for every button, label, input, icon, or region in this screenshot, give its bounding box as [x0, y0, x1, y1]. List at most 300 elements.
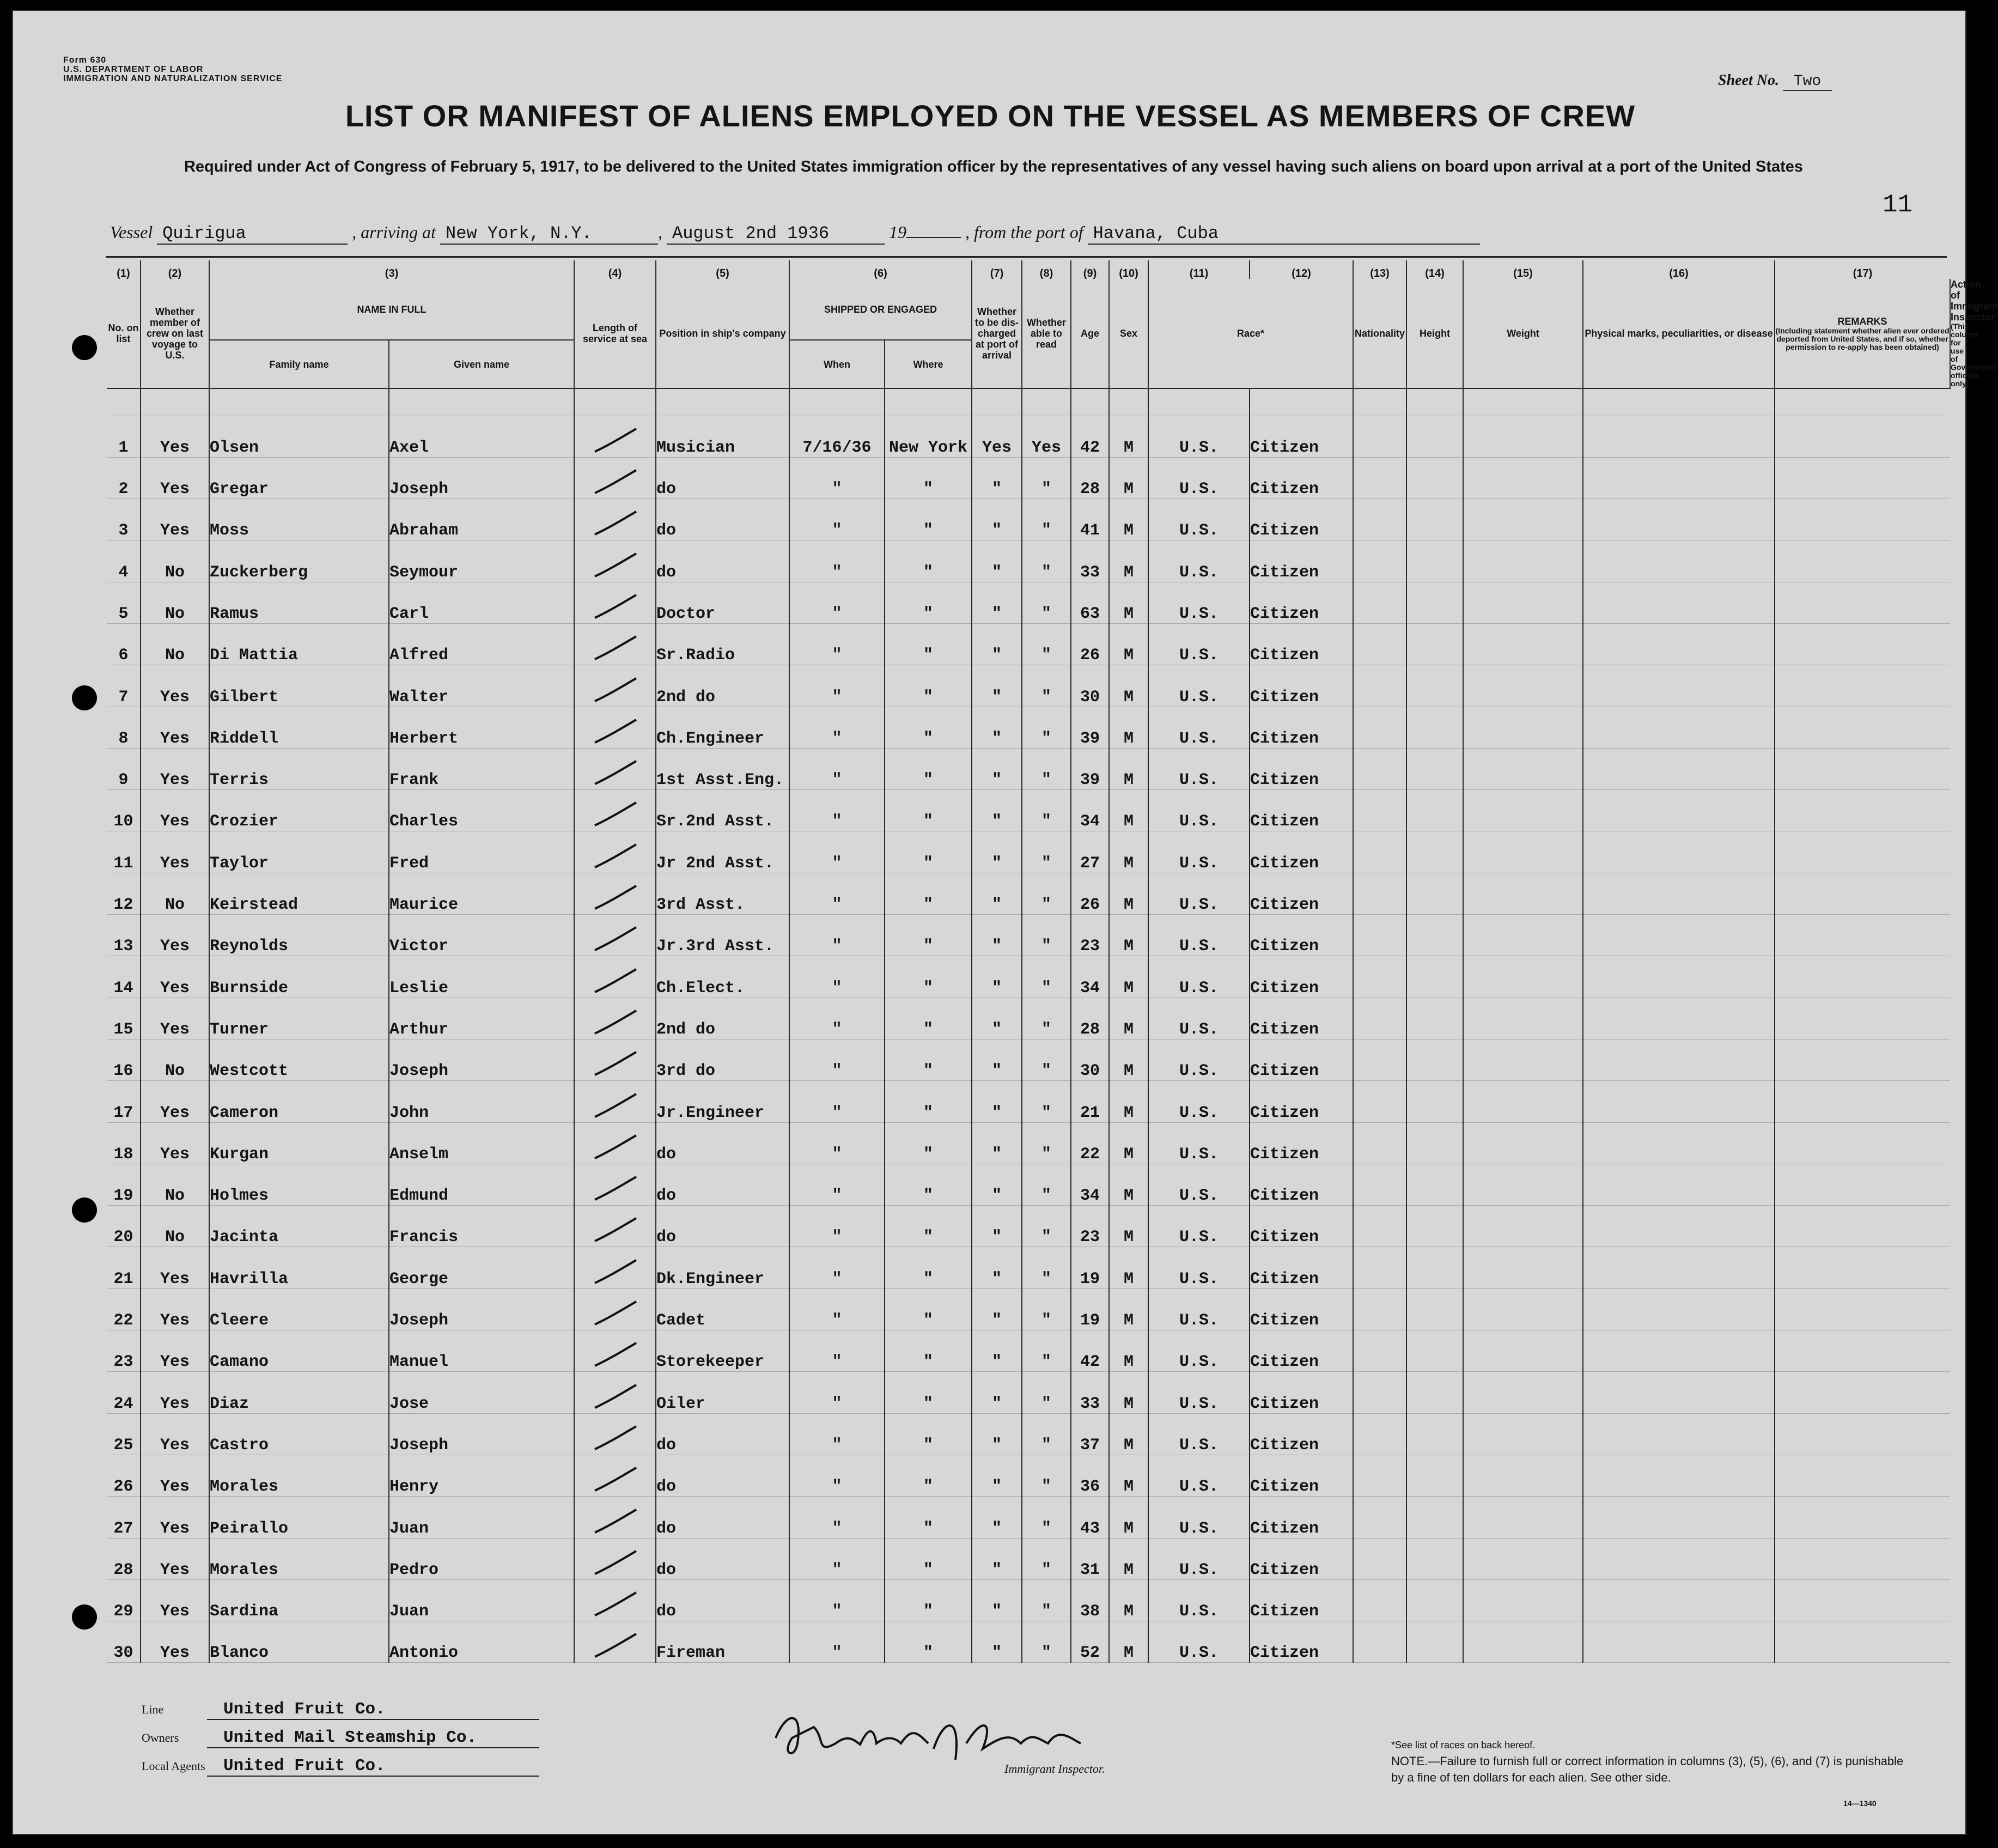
table-row [107, 748, 1950, 789]
cell-nationality: Citizen [1250, 790, 1353, 831]
cell-shipped-when: " [789, 707, 885, 748]
cell-row-number: 1 [107, 416, 141, 457]
cell-weight [1406, 1122, 1463, 1164]
inspector-label: Immigrant Inspector. [1004, 1762, 1105, 1776]
cell-length-of-service [574, 790, 656, 831]
cell-inspector-action [1775, 1081, 1950, 1122]
cell-shipped-when: " [789, 457, 885, 499]
cell-nationality: Citizen [1250, 457, 1353, 499]
cell-row-number: 12 [107, 873, 141, 914]
cell-shipped-where: " [885, 1372, 972, 1413]
cell-discharged: " [972, 623, 1022, 665]
cell-able-to-read: " [1022, 1621, 1071, 1663]
year-label: 19 [888, 222, 906, 242]
tick-slash-mark [590, 1048, 639, 1080]
cell-weight [1406, 665, 1463, 707]
cell-height [1353, 790, 1406, 831]
cell-weight [1406, 748, 1463, 789]
cell-length-of-service [574, 956, 656, 998]
header-when: When [789, 340, 885, 388]
cell-weight [1406, 457, 1463, 499]
page-number: 11 [1883, 191, 1913, 219]
cell-shipped-when: " [789, 956, 885, 998]
cell-length-of-service [574, 707, 656, 748]
cell-height [1353, 873, 1406, 914]
cell-inspector-action [1775, 540, 1950, 582]
cell-member-last-voyage: No [141, 1206, 209, 1247]
signature-text: Herbert J. Conley [765, 1705, 769, 1706]
cell-sex: M [1109, 748, 1148, 789]
cell-shipped-where: " [885, 1039, 972, 1080]
tick-slash-mark [590, 1214, 639, 1247]
cell-sex: M [1109, 1122, 1148, 1164]
cell-remarks [1583, 540, 1775, 582]
cell-weight [1406, 1330, 1463, 1372]
cell-shipped-when: " [789, 1164, 885, 1205]
cell-height [1353, 1413, 1406, 1455]
header-row: No. on list Whether member of crew on last voyage to U.S. NAME IN FULL Length of service at sea Position in ship's company SHIPPED OR ENGAGED Whether to be dis-charged at port of arrival Whether able to read Age Sex Race* Nationality Height Weight Physical marks, peculiarities, or disease REMARKS (Including statement whether alien ever ordered deported from United States, and if so, whether permission to re-apply has been obtained) Action of Immigrant Inspector (This column for use of Government officials only) [107, 279, 1950, 340]
cell-sex: M [1109, 1455, 1148, 1496]
cell-member-last-voyage: Yes [141, 1621, 209, 1663]
cell-row-number: 30 [107, 1621, 141, 1663]
cell-race: U.S. [1148, 707, 1250, 748]
cell-race: U.S. [1148, 748, 1250, 789]
tick-slash-mark [590, 965, 639, 998]
cell-physical-marks [1463, 499, 1583, 540]
cell-physical-marks [1463, 416, 1583, 457]
cell-able-to-read: " [1022, 956, 1071, 998]
tick-slash-mark [590, 466, 639, 499]
cell-shipped-where: New York [885, 416, 972, 457]
cell-height [1353, 1372, 1406, 1413]
cell-given-name: Victor [389, 915, 574, 956]
table-row [107, 1579, 1950, 1621]
cell-family-name: Olsen [209, 416, 389, 457]
table-row [107, 1122, 1950, 1164]
cell-shipped-when: " [789, 540, 885, 582]
cell-position: do [656, 1579, 789, 1621]
header-where: Where [885, 340, 972, 388]
cell-discharged: " [972, 1164, 1022, 1205]
cell-weight [1406, 1455, 1463, 1496]
cell-row-number: 28 [107, 1538, 141, 1579]
cell-race: U.S. [1148, 1497, 1250, 1538]
cell-position: 1st Asst.Eng. [656, 748, 789, 789]
cell-remarks [1583, 1372, 1775, 1413]
header-height: Height [1406, 279, 1463, 388]
header-discharged: Whether to be dis-charged at port of arrival [972, 279, 1022, 388]
cell-height [1353, 416, 1406, 457]
cell-row-number: 29 [107, 1579, 141, 1621]
cell-member-last-voyage: Yes [141, 665, 209, 707]
header-rule [106, 256, 1947, 258]
cell-sex: M [1109, 1081, 1148, 1122]
cell-weight [1406, 831, 1463, 873]
cell-remarks [1583, 1579, 1775, 1621]
cell-height [1353, 748, 1406, 789]
cell-able-to-read: Yes [1022, 416, 1071, 457]
table-row [107, 956, 1950, 998]
cell-race: U.S. [1148, 956, 1250, 998]
cell-height [1353, 540, 1406, 582]
cell-remarks [1583, 457, 1775, 499]
page-title: LIST OR MANIFEST OF ALIENS EMPLOYED ON THE VESSEL AS MEMBERS OF CREW [345, 99, 1636, 133]
cell-physical-marks [1463, 1621, 1583, 1663]
colnum: (2) [141, 260, 209, 279]
tick-slash-mark [590, 424, 639, 457]
cell-discharged: " [972, 748, 1022, 789]
vessel-info: Vessel Quirigua , arriving at New York, N.Y. , August 2nd 1936 19 , from the port of Havana, Cuba [110, 222, 1788, 245]
cell-weight [1406, 1247, 1463, 1288]
cell-member-last-voyage: Yes [141, 1413, 209, 1455]
colnum: (4) [574, 260, 656, 279]
table-row [107, 1455, 1950, 1496]
cell-remarks [1583, 1039, 1775, 1080]
cell-sex: M [1109, 1164, 1148, 1205]
cell-age: 19 [1071, 1288, 1109, 1330]
cell-shipped-when: " [789, 1372, 885, 1413]
cell-physical-marks [1463, 1538, 1583, 1579]
cell-age: 34 [1071, 1164, 1109, 1205]
tick-slash-mark [590, 1172, 639, 1205]
cell-discharged: " [972, 998, 1022, 1039]
cell-age: 36 [1071, 1455, 1109, 1496]
cell-age: 43 [1071, 1497, 1109, 1538]
cell-length-of-service [574, 831, 656, 873]
cell-weight [1406, 1621, 1463, 1663]
crew-table-body [107, 388, 1950, 1663]
table-row [107, 1164, 1950, 1205]
cell-age: 39 [1071, 707, 1109, 748]
cell-sex: M [1109, 457, 1148, 499]
cell-length-of-service [574, 1247, 656, 1288]
cell-race: U.S. [1148, 416, 1250, 457]
cell-nationality: Citizen [1250, 1621, 1353, 1663]
cell-family-name: Kurgan [209, 1122, 389, 1164]
cell-physical-marks [1463, 1288, 1583, 1330]
cell-given-name: Jose [389, 1372, 574, 1413]
cell-age: 28 [1071, 998, 1109, 1039]
table-row [107, 623, 1950, 665]
cell-shipped-when: " [789, 1621, 885, 1663]
cell-inspector-action [1775, 1455, 1950, 1496]
arriving-label: , arriving at [352, 222, 436, 242]
cell-nationality: Citizen [1250, 1330, 1353, 1372]
cell-position: Ch.Elect. [656, 956, 789, 998]
cell-weight [1406, 1081, 1463, 1122]
cell-position: Jr.Engineer [656, 1081, 789, 1122]
cell-member-last-voyage: Yes [141, 1247, 209, 1288]
cell-shipped-where: " [885, 707, 972, 748]
cell-given-name: George [389, 1247, 574, 1288]
cell-race: U.S. [1148, 1122, 1250, 1164]
cell-row-number: 13 [107, 915, 141, 956]
cell-physical-marks [1463, 915, 1583, 956]
cell-member-last-voyage: No [141, 873, 209, 914]
cell-nationality: Citizen [1250, 1455, 1353, 1496]
cell-height [1353, 1164, 1406, 1205]
cell-position: do [656, 499, 789, 540]
cell-shipped-where: " [885, 457, 972, 499]
cell-length-of-service [574, 1455, 656, 1496]
cell-weight [1406, 1372, 1463, 1413]
cell-inspector-action [1775, 457, 1950, 499]
cell-shipped-where: " [885, 1455, 972, 1496]
cell-length-of-service [574, 1206, 656, 1247]
cell-length-of-service [574, 1621, 656, 1663]
cell-family-name: Taylor [209, 831, 389, 873]
cell-inspector-action [1775, 1497, 1950, 1538]
cell-age: 26 [1071, 623, 1109, 665]
cell-able-to-read: " [1022, 915, 1071, 956]
cell-inspector-action [1775, 790, 1950, 831]
cell-sex: M [1109, 1330, 1148, 1372]
cell-position: Fireman [656, 1621, 789, 1663]
cell-shipped-where: " [885, 1288, 972, 1330]
cell-row-number: 23 [107, 1330, 141, 1372]
cell-position: Oiler [656, 1372, 789, 1413]
cell-able-to-read: " [1022, 707, 1071, 748]
cell-family-name: Castro [209, 1413, 389, 1455]
agents-label: Local Agents [142, 1759, 205, 1773]
cell-inspector-action [1775, 1288, 1950, 1330]
cell-remarks [1583, 1497, 1775, 1538]
cell-nationality: Citizen [1250, 1413, 1353, 1455]
cell-sex: M [1109, 1538, 1148, 1579]
cell-height [1353, 956, 1406, 998]
cell-row-number: 22 [107, 1288, 141, 1330]
cell-row-number: 10 [107, 790, 141, 831]
table-row [107, 582, 1950, 623]
column-number-row [107, 260, 1950, 279]
cell-weight [1406, 499, 1463, 540]
cell-length-of-service [574, 1497, 656, 1538]
cell-member-last-voyage: Yes [141, 1288, 209, 1330]
cell-shipped-when: " [789, 623, 885, 665]
cell-race: U.S. [1148, 1081, 1250, 1122]
header-given-name: Given name [389, 340, 574, 388]
cell-row-number: 26 [107, 1455, 141, 1496]
header-physical-marks: Physical marks, peculiarities, or disease [1583, 279, 1775, 388]
colnum: (11) [1148, 260, 1250, 279]
cell-sex: M [1109, 1039, 1148, 1080]
cell-age: 31 [1071, 1538, 1109, 1579]
cell-given-name: Seymour [389, 540, 574, 582]
cell-nationality: Citizen [1250, 623, 1353, 665]
cell-height [1353, 1579, 1406, 1621]
footer-line-row [142, 1700, 539, 1720]
cell-member-last-voyage: No [141, 1164, 209, 1205]
cell-family-name: Turner [209, 998, 389, 1039]
table-row [107, 831, 1950, 873]
cell-given-name: Joseph [389, 1039, 574, 1080]
cell-shipped-when: " [789, 665, 885, 707]
cell-nationality: Citizen [1250, 998, 1353, 1039]
cell-sex: M [1109, 831, 1148, 873]
cell-length-of-service [574, 499, 656, 540]
cell-height [1353, 1039, 1406, 1080]
cell-member-last-voyage: Yes [141, 1081, 209, 1122]
cell-position: 2nd do [656, 998, 789, 1039]
cell-physical-marks [1463, 1579, 1583, 1621]
cell-physical-marks [1463, 956, 1583, 998]
cell-age: 33 [1071, 1372, 1109, 1413]
cell-member-last-voyage: Yes [141, 831, 209, 873]
cell-weight [1406, 1206, 1463, 1247]
cell-remarks [1583, 623, 1775, 665]
cell-able-to-read: " [1022, 1538, 1071, 1579]
cell-sex: M [1109, 582, 1148, 623]
cell-discharged: " [972, 956, 1022, 998]
cell-row-number: 7 [107, 665, 141, 707]
cell-physical-marks [1463, 665, 1583, 707]
cell-shipped-where: " [885, 1621, 972, 1663]
header-remarks [1775, 279, 1950, 388]
punch-hole [72, 1604, 97, 1630]
cell-member-last-voyage: Yes [141, 707, 209, 748]
cell-given-name: Charles [389, 790, 574, 831]
cell-position: Ch.Engineer [656, 707, 789, 748]
tick-slash-mark [590, 840, 639, 873]
cell-family-name: Blanco [209, 1621, 389, 1663]
line-value: United Fruit Co. [207, 1700, 539, 1720]
cell-inspector-action [1775, 1122, 1950, 1164]
table-row [107, 1621, 1950, 1663]
cell-remarks [1583, 582, 1775, 623]
cell-race: U.S. [1148, 457, 1250, 499]
cell-shipped-where: " [885, 915, 972, 956]
cell-sex: M [1109, 1621, 1148, 1663]
colnum: (6) [789, 260, 972, 279]
cell-able-to-read: " [1022, 1455, 1071, 1496]
cell-shipped-where: " [885, 1164, 972, 1205]
cell-age: 34 [1071, 956, 1109, 998]
cell-inspector-action [1775, 873, 1950, 914]
cell-nationality: Citizen [1250, 665, 1353, 707]
footer-owners-row [142, 1728, 539, 1748]
tick-slash-mark [590, 549, 639, 582]
tick-slash-mark [590, 923, 639, 956]
cell-physical-marks [1463, 1122, 1583, 1164]
cell-position: Jr 2nd Asst. [656, 831, 789, 873]
cell-remarks [1583, 1122, 1775, 1164]
cell-shipped-where: " [885, 499, 972, 540]
cell-physical-marks [1463, 1497, 1583, 1538]
cell-nationality: Citizen [1250, 956, 1353, 998]
cell-nationality: Citizen [1250, 1081, 1353, 1122]
sheet-number [1718, 72, 1832, 91]
cell-height [1353, 665, 1406, 707]
cell-shipped-where: " [885, 831, 972, 873]
cell-sex: M [1109, 499, 1148, 540]
cell-remarks [1583, 1538, 1775, 1579]
owners-value: United Mail Steamship Co. [207, 1728, 539, 1748]
cell-member-last-voyage: Yes [141, 1122, 209, 1164]
cell-nationality: Citizen [1250, 707, 1353, 748]
colnum: (9) [1071, 260, 1109, 279]
cell-inspector-action [1775, 1538, 1950, 1579]
cell-length-of-service [574, 915, 656, 956]
tick-slash-mark [590, 1131, 639, 1164]
cell-shipped-when: " [789, 1122, 885, 1164]
cell-family-name: Sardina [209, 1579, 389, 1621]
cell-remarks [1583, 915, 1775, 956]
tick-slash-mark [590, 1090, 639, 1122]
cell-position: Sr.2nd Asst. [656, 790, 789, 831]
table-row [107, 1206, 1950, 1247]
cell-shipped-when: 7/16/36 [789, 416, 885, 457]
cell-weight [1406, 582, 1463, 623]
cell-weight [1406, 1413, 1463, 1455]
cell-discharged: " [972, 1372, 1022, 1413]
cell-family-name: Morales [209, 1538, 389, 1579]
table-row [107, 1039, 1950, 1080]
cell-weight [1406, 956, 1463, 998]
cell-weight [1406, 623, 1463, 665]
cell-member-last-voyage: Yes [141, 1372, 209, 1413]
cell-family-name: Jacinta [209, 1206, 389, 1247]
cell-member-last-voyage: Yes [141, 1497, 209, 1538]
cell-race: U.S. [1148, 1288, 1250, 1330]
cell-position: Storekeeper [656, 1330, 789, 1372]
cell-position: do [656, 1455, 789, 1496]
cell-able-to-read: " [1022, 665, 1071, 707]
table-row [107, 873, 1950, 914]
colnum: (7) [972, 260, 1022, 279]
cell-family-name: Gregar [209, 457, 389, 499]
cell-race: U.S. [1148, 1247, 1250, 1288]
cell-family-name: Cameron [209, 1081, 389, 1122]
cell-shipped-where: " [885, 956, 972, 998]
header-length-service: Length of service at sea [574, 279, 656, 388]
table-row [107, 665, 1950, 707]
cell-discharged: " [972, 1081, 1022, 1122]
cell-physical-marks [1463, 707, 1583, 748]
cell-able-to-read: " [1022, 1330, 1071, 1372]
agents-value: United Fruit Co. [207, 1756, 539, 1777]
cell-discharged: " [972, 1538, 1022, 1579]
cell-row-number: 24 [107, 1372, 141, 1413]
cell-position: 2nd do [656, 665, 789, 707]
cell-race: U.S. [1148, 623, 1250, 665]
cell-discharged: " [972, 1413, 1022, 1455]
cell-weight [1406, 790, 1463, 831]
cell-shipped-when: " [789, 1247, 885, 1288]
cell-member-last-voyage: Yes [141, 748, 209, 789]
cell-age: 23 [1071, 1206, 1109, 1247]
cell-shipped-when: " [789, 1330, 885, 1372]
cell-physical-marks [1463, 873, 1583, 914]
cell-nationality: Citizen [1250, 1247, 1353, 1288]
punch-hole [72, 335, 97, 360]
cell-length-of-service [574, 1164, 656, 1205]
table-row [107, 1081, 1950, 1122]
cell-shipped-where: " [885, 748, 972, 789]
cell-discharged: " [972, 1039, 1022, 1080]
cell-physical-marks [1463, 1039, 1583, 1080]
from-port: Havana, Cuba [1088, 223, 1480, 245]
cell-physical-marks [1463, 1372, 1583, 1413]
cell-shipped-when: " [789, 1288, 885, 1330]
cell-inspector-action [1775, 416, 1950, 457]
cell-given-name: Edmund [389, 1164, 574, 1205]
cell-weight [1406, 873, 1463, 914]
cell-age: 42 [1071, 416, 1109, 457]
fine-note: NOTE.—Failure to furnish full or correct information in columns (3), (5), (6), and (7) is punishable by a fine of ten dollars for each alien. See other side. [1391, 1754, 1904, 1784]
cell-inspector-action [1775, 831, 1950, 873]
cell-age: 41 [1071, 499, 1109, 540]
cell-shipped-when: " [789, 998, 885, 1039]
